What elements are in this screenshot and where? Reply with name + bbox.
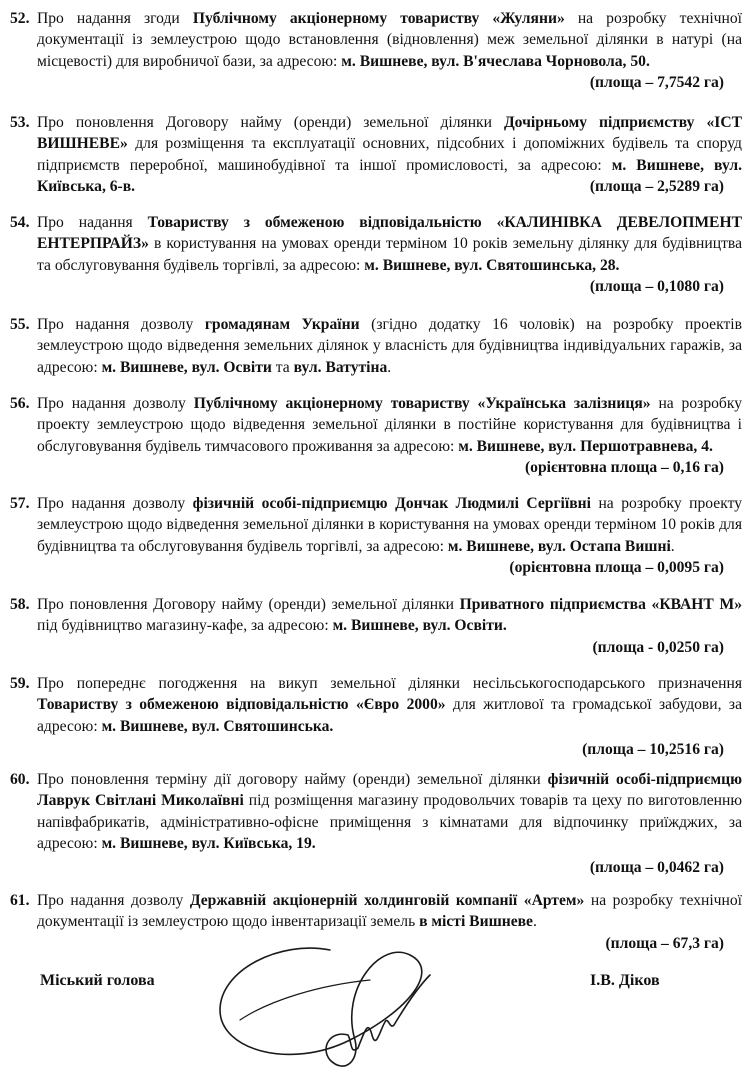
item-bold-part: Приватного підприємства «КВАНТ М» [459,596,743,613]
item-bold-part: Товариству з обмеженою відповідальністю «КАЛИНІВКА ДЕВЕЛОПМЕНТ ЕНТЕРПРАЙЗ» [37,214,742,253]
item-text-part: Про надання дозволу [37,316,205,333]
item-text-part: Про надання дозволу [37,495,193,512]
item-text-part: . [387,358,392,376]
item-number: 55. [10,316,30,333]
item-text-part: Про поновлення терміну дії договору найму (оренди) земельної ділянки [37,771,548,788]
item-area: (площа – 10,2516 га) [582,741,724,759]
mayor-name: І.В. Діков [590,972,660,989]
item-text-part: (згідно додатку 16 чоловік) на розробку проектів землеустрою щодо відведення земельних ділянок у власність для будівництва індивідуальних гаражів, за адресою: [37,316,742,376]
item-text [37,493,742,577]
list-item [10,594,742,658]
item-text-part: для житлової та громадської забудови, за адресою: [37,696,742,735]
item-address: м. Вишневе, вул. Остапа Вишні [447,537,671,555]
item-area: (площа – 67,3 га) [605,934,724,952]
item-number: 57. [10,495,30,512]
item-bold-part: Публічному акціонерному товариству «Українська залізниця» [193,395,651,412]
item-bold-part: фізичній особі-підприємцю Дончак Людмилі Сергіївні [192,495,591,512]
item-bold-part: Товариству з обмеженою відповідальністю «Євро 2000» [37,696,446,714]
item-text-part: . [670,537,675,555]
list-item [10,769,742,878]
item-text-part: на розробку технічної документації із землеустрою щодо інвентаризації земель [37,892,742,931]
list-item [10,112,742,198]
item-text-part: на розробку проекту землеустрою щодо відведення земельної ділянки в користування на умовах оренди терміном 10 років для будівництва та обслуговування будівель торгівлі, за адресою: [37,495,742,555]
item-bold-part: Державній акціонерній холдинговій компанії «Артем» [189,892,585,909]
item-address: м. Вишневе, вул. Освіти [101,358,272,376]
item-text [37,112,742,198]
item-number: 61. [10,892,30,909]
item-area: (площа – 7,7542 га) [589,74,724,92]
item-text-part: та [271,358,294,376]
item-number: 54. [10,214,30,231]
item-address: м. Вишневе, вул. Освіти. [332,617,507,635]
item-text-part: під розміщення магазину продовольчих товарів та цеху по виготовленню напівфабрикатів, адміністративно-офісне приміщення з кімнатами для відпочинку приїжджих, за адресою: [37,792,742,853]
item-text [37,212,742,296]
item-address: м. Вишневе, вул. Першотравнева, 4. [458,437,713,455]
item-text [37,769,742,855]
item-number: 52. [10,10,30,27]
item-text-part: Про надання дозволу [37,892,190,909]
item-text [37,594,742,637]
item-text-part: Про поновлення Договору найму (оренди) земельної ділянки [37,596,460,613]
item-bold-part: фізичній особі-підприємцю Лаврук Світлані Миколаївні [37,771,742,810]
item-text-part: Про поновлення Договору найму (оренди) земельної ділянки [37,114,504,131]
item-text [37,314,742,378]
item-text [37,393,742,477]
item-area: (площа – 0,0462 га) [589,858,724,876]
item-bold-part: громадянам України [204,316,360,333]
item-bold-part: Публічному акціонерному товариству «Жуляни» [192,10,565,27]
item-text-part: під будівництво магазину-кафе, за адресою: [37,617,333,635]
item-address: м. Вишневе, вул. В'ячеслава Чорновола, 50. [341,52,650,70]
item-address: в місті Вишневе [419,913,533,931]
item-text [37,890,742,933]
item-number: 58. [10,596,30,613]
item-text-part: Про надання згоди [37,10,193,27]
item-area: (орієнтовна площа – 0,0095 га) [509,559,724,577]
item-text-part: в користування на умовах оренди терміном 10 років земельну ділянку для будівництва та обслуговування будівель торгівлі, за адресою: [37,235,742,274]
list-item [10,8,742,94]
item-text [37,673,742,737]
item-address: м. Вишневе, вул. Київська, 19. [101,835,316,853]
list-item [10,493,742,579]
list-item [10,393,742,479]
item-area: (площа – 2,5289 га) [589,178,724,196]
item-text-part: . [532,913,537,931]
item-number: 60. [10,771,30,788]
item-number: 59. [10,675,30,692]
item-text-part: Про надання [37,214,148,231]
item-area: (орієнтовна площа – 0,16 га) [524,459,724,477]
item-bold-part: Дочірньому підприємству «ІСТ ВИШНЕВЕ» [37,114,742,153]
item-number: 56. [10,395,30,412]
item-address: м. Вишневе, вул. Київська, 6-в. [37,156,742,196]
list-item [10,314,742,378]
item-text-part: для розміщення та експлуатації основних, підсобних і допоміжних будівель та споруд підприємств переробної, машинобудівної та іншої промисловості, за адресою: [37,135,742,174]
signature-image [180,930,460,1080]
list-item [10,673,742,761]
mayor-title: Міський голова [40,972,155,989]
item-text-part: на розробку технічної документації із землеустрою щодо встановлення (відновлення) меж земельної ділянки в натурі (на місцевості) для виробничої бази, за адресою: [37,10,743,70]
item-text-part: на розробку проекту землеустрою щодо відведення земельної ділянки в постійне користування для будівництва і обслуговування будівель тимчасового проживання за адресою: [37,395,742,455]
item-text [37,8,742,72]
item-address: вул. Ватутіна [293,358,388,376]
item-area: (площа – 0,1080 га) [589,278,724,296]
item-text-part: Про попереднє погодження на викуп земельної ділянки несільськогосподарського призначення [37,675,742,692]
item-address: м. Вишневе, вул. Святошинська, 28. [364,256,620,274]
item-number: 53. [10,114,30,131]
list-item [10,212,742,298]
item-area: (площа - 0,0250 га) [592,638,724,656]
item-address: м. Вишневе, вул. Святошинська. [101,717,334,735]
item-text-part: Про надання дозволу [37,395,194,412]
